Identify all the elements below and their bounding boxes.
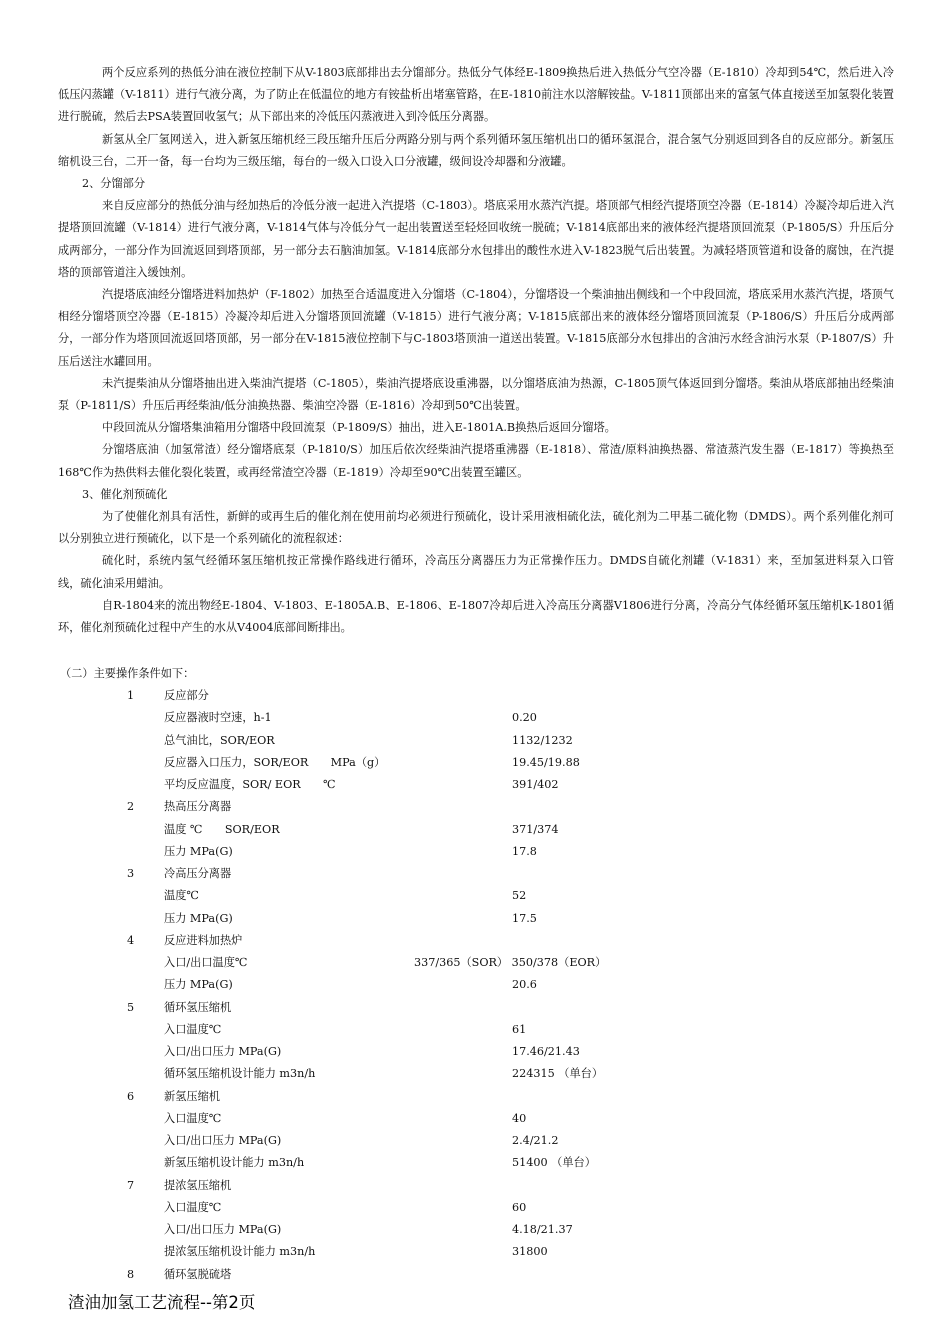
condition-row <box>0 1152 950 1174</box>
condition-value: 20.6 <box>512 978 537 992</box>
condition-row <box>0 863 950 885</box>
condition-row <box>0 974 950 996</box>
condition-value: 4.18/21.37 <box>512 1223 573 1236</box>
condition-label: 压力 MPa(G) <box>164 844 233 858</box>
condition-row <box>0 819 950 841</box>
condition-label: 入口/出口压力 MPa(G) <box>164 1045 282 1058</box>
condition-row <box>0 1063 950 1085</box>
condition-row <box>0 1041 950 1063</box>
condition-number: 1 <box>127 689 135 702</box>
process-description <box>58 62 894 639</box>
condition-row <box>0 1086 950 1108</box>
condition-row <box>0 1019 950 1041</box>
condition-number: 7 <box>127 1178 135 1192</box>
condition-value: 17.5 <box>512 911 537 925</box>
condition-row <box>0 841 950 863</box>
condition-label: 入口/出口温度℃ <box>164 956 248 969</box>
condition-label: 循环氢压缩机 <box>164 1000 232 1014</box>
condition-value: 371/374 <box>512 822 559 836</box>
condition-label: 循环氢压缩机设计能力 m3n/h <box>164 1067 316 1081</box>
condition-row <box>0 1197 950 1219</box>
condition-label: 反应器液时空速，h-1 <box>164 711 272 725</box>
condition-value: 52 <box>512 889 527 903</box>
condition-row <box>0 997 950 1019</box>
condition-row <box>0 730 950 752</box>
condition-row <box>0 774 950 796</box>
condition-label: 反应器入口压力，SOR/EOR MPa（g） <box>164 755 386 769</box>
paragraph: 中段回流从分馏塔集油箱用分馏塔中段回流泵（P-1809/S）抽出，进入E-1801A.B换热后返回分馏塔。 <box>102 421 616 435</box>
condition-label: 热高压分离器 <box>164 800 232 814</box>
condition-row <box>0 1219 950 1241</box>
condition-label: 入口/出口压力 MPa(G) <box>164 1134 282 1147</box>
condition-number: 8 <box>127 1267 135 1281</box>
condition-label: 新氢压缩机设计能力 m3n/h <box>164 1156 305 1170</box>
paragraph: 来自反应部分的热低分油与经加热后的冷低分液一起进入汽提塔（C-1803）。塔底采用水蒸汽汽提。塔顶部气相经汽提塔顶空冷器（E-1814）冷凝冷却后进入汽提塔顶回流罐（V-1814）进行气液分离，V-1814气体与冷低分气一起出装置送至轻烃回收统一脱硫；V-1814底部出来的液体经汽提塔顶回流泵（P-1805/S）升压后分成两部分，一部分作为回流返回到塔顶部，另一部分去石脑油加氢。V-1814底部分水包排出的酸性水进入V-1823脱气后出装置。为减轻塔顶管道和设备的腐蚀，在汽提塔的顶部管道注入缓蚀剂。 <box>58 199 894 279</box>
condition-value: 40 <box>512 1111 527 1125</box>
condition-label: 温度℃ <box>164 889 199 903</box>
condition-row <box>0 908 950 930</box>
condition-label: 入口温度℃ <box>164 1111 222 1125</box>
condition-row <box>0 1241 950 1263</box>
condition-number: 6 <box>127 1089 135 1103</box>
condition-row <box>0 885 950 907</box>
paragraph: 硫化时，系统内氢气经循环氢压缩机按正常操作路线进行循环，冷高压分离器压力为正常操作压力。DMDS自硫化剂罐（V-1831）来，至加氢进料泵入口管线，硫化油采用蜡油。 <box>58 554 894 590</box>
paragraph: 分馏塔底油（加氢常渣）经分馏塔底泵（P-1810/S）加压后依次经柴油汽提塔重沸器（E-1818）、常渣/原料油换热器、常渣蒸汽发生器（E-1817）等换热至168℃作为热供料去催化裂化装置，或再经常渣空冷器（E-1819）冷却至90℃出装置至罐区。 <box>58 443 894 479</box>
condition-row <box>0 1130 950 1152</box>
condition-row <box>0 707 950 729</box>
condition-row <box>0 930 950 952</box>
condition-value: 60 <box>512 1200 527 1214</box>
condition-label: 反应进料加热炉 <box>164 933 243 947</box>
condition-label: 冷高压分离器 <box>164 867 232 880</box>
condition-label: 总气油比，SOR/EOR <box>164 733 275 747</box>
condition-label: 压力 MPa(G) <box>164 911 233 925</box>
condition-label: 入口温度℃ <box>164 1200 222 1214</box>
condition-value: 2.4/21.2 <box>512 1134 559 1147</box>
condition-label: 新氢压缩机 <box>164 1089 220 1103</box>
condition-value: 17.8 <box>512 844 537 858</box>
paragraph: 为了使催化剂具有活性，新鲜的或再生后的催化剂在使用前均必须进行预硫化，设计采用液相硫化法，硫化剂为二甲基二硫化物（DMDS）。两个系列催化剂可以分别独立进行预硫化，以下是一个系列硫化的流程叙述： <box>58 510 894 546</box>
paragraph: 新氢从全厂氢网送入，进入新氢压缩机经三段压缩升压后分两路分别与两个系列循环氢压缩机出口的循环氢混合，混合氢气分别返回到各自的反应部分。新氢压缩机设三台，二开一备，每一台均为三级压缩，每台的一级入口设入口分液罐，级间设冷却器和分液罐。 <box>58 132 894 168</box>
condition-label: 温度 ℃ SOR/EOR <box>164 822 280 836</box>
condition-label: 提浓氢压缩机 <box>164 1178 232 1192</box>
condition-row <box>0 1264 950 1286</box>
condition-label: 平均反应温度，SOR/ EOR ℃ <box>164 778 336 791</box>
section-heading: 3、催化剂预硫化 <box>82 487 168 501</box>
condition-value: 61 <box>512 1022 527 1036</box>
condition-row <box>0 796 950 818</box>
condition-value: 0.20 <box>512 711 537 725</box>
condition-row <box>0 1175 950 1197</box>
paragraph: 自R-1804来的流出物经E-1804、V-1803、E-1805A.B、E-1806、E-1807冷却后进入冷高压分离器V1806进行分离，冷高分气体经循环氢压缩机K-1801循环，催化剂预硫化过程中产生的水从V4004底部间断排出。 <box>58 598 894 635</box>
condition-value: 1132/1232 <box>512 733 573 747</box>
condition-label: 反应部分 <box>164 689 209 702</box>
condition-value: 31800 <box>512 1245 548 1259</box>
condition-number: 5 <box>127 1000 135 1014</box>
condition-label: 入口/出口压力 MPa(G) <box>164 1223 282 1236</box>
paragraph: 汽提塔底油经分馏塔进料加热炉（F-1802）加热至合适温度进入分馏塔（C-1804），分馏塔设一个柴油抽出侧线和一个中段回流，塔底采用水蒸汽汽提，塔顶气相经分馏塔顶空冷器（E-1815）冷凝冷却后进入分馏塔顶回流罐（V-1815）进行气液分离；V-1815底部出来的液体经分馏塔顶回流泵（P-1806/S）升压后分成两部分，一部分作为塔顶回流返回塔顶部，另一部分在V-1815液位控制下与C-1803塔顶油一道送出装置。V-1815底部分水包排出的含油污水经含油污水泵（P-1807/S）升压后送注水罐回用。 <box>58 288 894 368</box>
condition-row <box>0 1108 950 1130</box>
paragraph: 未汽提柴油从分馏塔抽出进入柴油汽提塔（C-1805），柴油汽提塔底设重沸器，以分馏塔底油为热源，C-1805顶气体返回到分馏塔。柴油从塔底部抽出经柴油泵（P-1811/S）升压后再经柴油/低分油换热器、柴油空冷器（E-1816）冷却到50℃出装置。 <box>58 376 894 413</box>
condition-label: 压力 MPa(G) <box>164 978 233 992</box>
condition-number: 3 <box>127 867 135 880</box>
condition-row <box>0 685 950 707</box>
condition-number: 4 <box>127 933 135 947</box>
condition-label: 入口温度℃ <box>164 1022 222 1036</box>
conditions-title: （二）主要操作条件如下： <box>60 667 195 680</box>
condition-value: 19.45/19.88 <box>512 755 580 769</box>
page-footer: 渣油加氢工艺流程--第2页 <box>68 1293 256 1312</box>
condition-value: 337/365（SOR） 350/378（EOR） <box>414 956 607 969</box>
condition-value: 51400 （单台） <box>512 1156 596 1170</box>
condition-label: 循环氢脱硫塔 <box>164 1267 232 1281</box>
condition-value: 224315 （单台） <box>512 1067 604 1081</box>
section-heading: 2、分馏部分 <box>82 177 146 191</box>
condition-label: 提浓氢压缩机设计能力 m3n/h <box>164 1245 316 1259</box>
condition-value: 17.46/21.43 <box>512 1045 580 1058</box>
condition-number: 2 <box>127 800 135 814</box>
condition-row <box>0 952 950 974</box>
condition-row <box>0 752 950 774</box>
condition-value: 391/402 <box>512 778 559 791</box>
paragraph: 两个反应系列的热低分油在液位控制下从V-1803底部排出去分馏部分。热低分气体经E-1809换热后进入热低分气空冷器（E-1810）冷却到54℃，然后进入冷低压闪蒸罐（V-1811）进行气液分离，为了防止在低温位的地方有铵盐析出堵塞管路，在E-1810前注水以溶解铵盐。V-1811顶部出来的富氢气体直接送至加氢裂化装置进行脱硫，然后去PSA装置回收氢气；从下部出来的冷低压闪蒸液进入到冷低压分离器。 <box>58 66 894 124</box>
